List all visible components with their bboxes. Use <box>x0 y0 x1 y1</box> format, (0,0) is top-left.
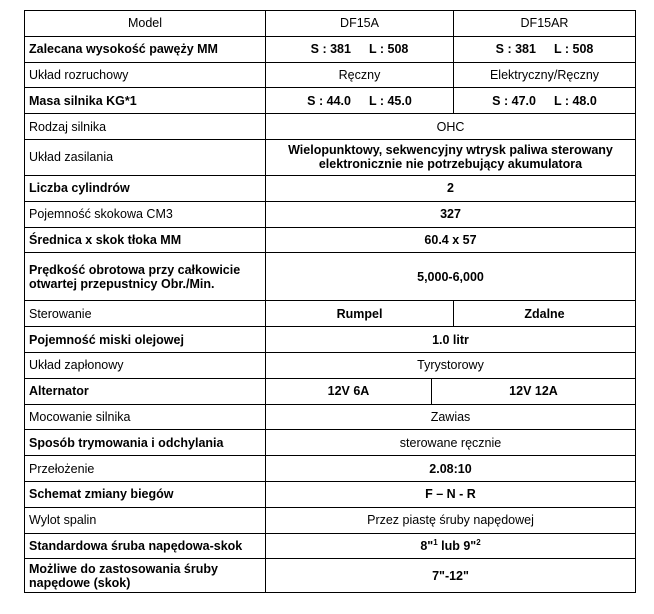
table-row <box>25 88 636 114</box>
row-label: Przełożenie <box>25 456 266 482</box>
table-row <box>25 11 636 37</box>
table-row <box>25 139 636 175</box>
row-label: Standardowa śruba napędowa-skok <box>25 533 266 559</box>
row-label: Pojemność miski olejowej <box>25 327 266 353</box>
value-both: 5,000-6,000 <box>266 253 636 301</box>
table-row <box>25 327 636 353</box>
row-label: Sterowanie <box>25 301 266 327</box>
value-df15ar: Zdalne <box>454 301 636 327</box>
value-both: OHC <box>266 114 636 140</box>
row-label: Układ zapłonowy <box>25 352 266 378</box>
value-both: 60.4 x 57 <box>266 227 636 253</box>
table-row <box>25 114 636 140</box>
row-label: Rodzaj silnika <box>25 114 266 140</box>
row-label: Układ zasilania <box>25 139 266 175</box>
value-both: sterowane ręcznie <box>266 430 636 456</box>
value-both: 8"$^1$ lub 9"$^2$ <box>266 533 636 559</box>
value-df15ar: S : 381 L : 508 <box>454 36 636 62</box>
row-label: Możliwe do zastosowania śruby napędowe (skok) <box>25 559 266 593</box>
value-df15a: Ręczny <box>266 62 454 88</box>
value-both: F – N - R <box>266 481 636 507</box>
value-df15ar: S : 47.0 L : 48.0 <box>454 88 636 114</box>
value-both: Przez piastę śruby napędowej <box>266 507 636 533</box>
table-row <box>25 430 636 456</box>
spec-table <box>24 10 636 593</box>
value-df15a: 12V 6A <box>266 378 432 404</box>
table-row <box>25 481 636 507</box>
row-label: Wylot spalin <box>25 507 266 533</box>
table-row <box>25 175 636 201</box>
value-both: Zawias <box>266 404 636 430</box>
table-row <box>25 201 636 227</box>
table-row <box>25 352 636 378</box>
value-df15ar: Elektryczny/Ręczny <box>454 62 636 88</box>
table-row <box>25 404 636 430</box>
row-label: Układ rozruchowy <box>25 62 266 88</box>
table-row <box>25 378 636 404</box>
row-label: Sposób trymowania i odchylania <box>25 430 266 456</box>
row-label: Zalecana wysokość pawęży MM <box>25 36 266 62</box>
row-label: Pojemność skokowa CM3 <box>25 201 266 227</box>
table-row <box>25 533 636 559</box>
value-both: Wielopunktowy, sekwencyjny wtrysk paliwa sterowany elektronicznie nie potrzebujący akumulatora <box>266 139 636 175</box>
header-model: Model <box>25 11 266 37</box>
row-label: Mocowanie silnika <box>25 404 266 430</box>
value-both: 327 <box>266 201 636 227</box>
value-both: 2.08:10 <box>266 456 636 482</box>
value-both: 7"-12" <box>266 559 636 593</box>
value-df15a: Rumpel <box>266 301 454 327</box>
header-df15ar: DF15AR <box>454 11 636 37</box>
table-row <box>25 253 636 301</box>
table-row <box>25 507 636 533</box>
value-both: Tyrystorowy <box>266 352 636 378</box>
row-label: Średnica x skok tłoka MM <box>25 227 266 253</box>
row-label: Prędkość obrotowa przy całkowicie otwartej przepustnicy Obr./Min. <box>25 253 266 301</box>
table-row <box>25 456 636 482</box>
value-df15a: S : 381 L : 508 <box>266 36 454 62</box>
value-df15a: S : 44.0 L : 45.0 <box>266 88 454 114</box>
header-df15a: DF15A <box>266 11 454 37</box>
table-row <box>25 301 636 327</box>
table-row <box>25 62 636 88</box>
value-both: 2 <box>266 175 636 201</box>
row-label: Alternator <box>25 378 266 404</box>
table-row <box>25 559 636 593</box>
value-both: 1.0 litr <box>266 327 636 353</box>
table-row <box>25 36 636 62</box>
row-label: Masa silnika KG*1 <box>25 88 266 114</box>
row-label: Schemat zmiany biegów <box>25 481 266 507</box>
table-row <box>25 227 636 253</box>
row-label: Liczba cylindrów <box>25 175 266 201</box>
value-df15ar: 12V 12A <box>432 378 636 404</box>
